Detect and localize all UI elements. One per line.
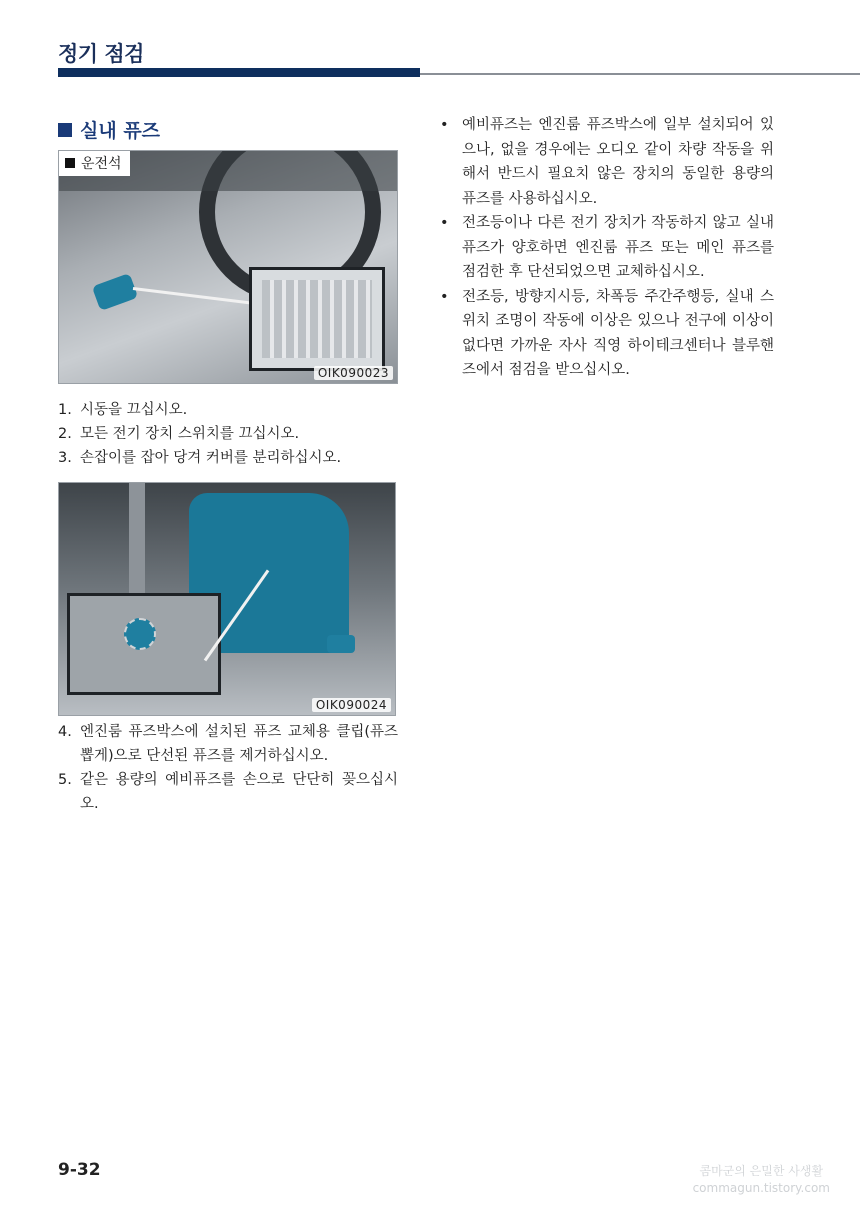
figure-fuse-puller [58,482,396,716]
watermark-line-1: 콤마군의 은밀한 사생활 [699,1164,824,1178]
list-item: 4. 엔진룸 퓨즈박스에 설치된 퓨즈 교체용 클립(퓨즈 뽑게)으로 단선된 퓨즈를 제거하십시오. [58,724,398,764]
square-bullet-icon [58,123,72,137]
section-heading [58,116,160,143]
header-rule-thin [420,73,860,75]
section-title: 실내 퓨즈 [80,120,161,142]
list-item: 1. 시동을 끄십시오. [58,402,188,418]
fuse-panel-inset [249,267,385,371]
list-item: • 전조등, 방향지시등, 차폭등 주간주행등, 실내 스위치 조명이 작동에 이상은 있으나 전구에 이상이 없다면 가까운 자사 직영 하이테크센터나 블루핸즈에서 점검을 받으십시오. [440,288,774,378]
clip-highlight [124,618,156,650]
figure-label-text: 운전석 [81,156,122,172]
list-item: • 전조등이나 다른 전기 장치가 작동하지 않고 실내 퓨즈가 양호하면 엔진룸 퓨즈 또는 메인 퓨즈를 점검한 후 단선되었으면 교체하십시오. [440,215,774,280]
list-item: 2. 모든 전기 장치 스위치를 끄십시오. [58,426,300,442]
arrow-marker [327,635,355,653]
figure-code: OIK090023 [314,366,393,380]
page-title: 정기 점검 [58,42,144,66]
notes-list [436,113,774,383]
list-item: • 예비퓨즈는 엔진룸 퓨즈박스에 일부 설치되어 있으나, 없을 경우에는 오디오 같이 차량 작동을 위해서 반드시 필요치 않은 장치의 동일한 용량의 퓨즈를 사용하십시오. [440,117,774,207]
list-item: 5. 같은 용량의 예비퓨즈를 손으로 단단히 꽂으십시오. [58,772,398,812]
figure-driver-side-fuse-location [58,150,398,384]
figure-label [59,151,130,176]
watermark [693,1163,830,1197]
steps-list-a [58,398,341,470]
header-rule-thick [58,68,420,77]
steps-list-b [58,720,398,816]
square-bullet-icon [65,158,75,168]
list-item: 3. 손잡이를 잡아 당겨 커버를 분리하십시오. [58,450,342,466]
watermark-line-2: commagun.tistory.com [692,1181,830,1195]
fuse-cover-highlight [92,273,138,311]
fuse-puller-inset [67,593,221,695]
fuse-panel-detail [262,280,372,358]
page-number: 9-32 [58,1160,101,1180]
figure-code: OIK090024 [312,698,391,712]
